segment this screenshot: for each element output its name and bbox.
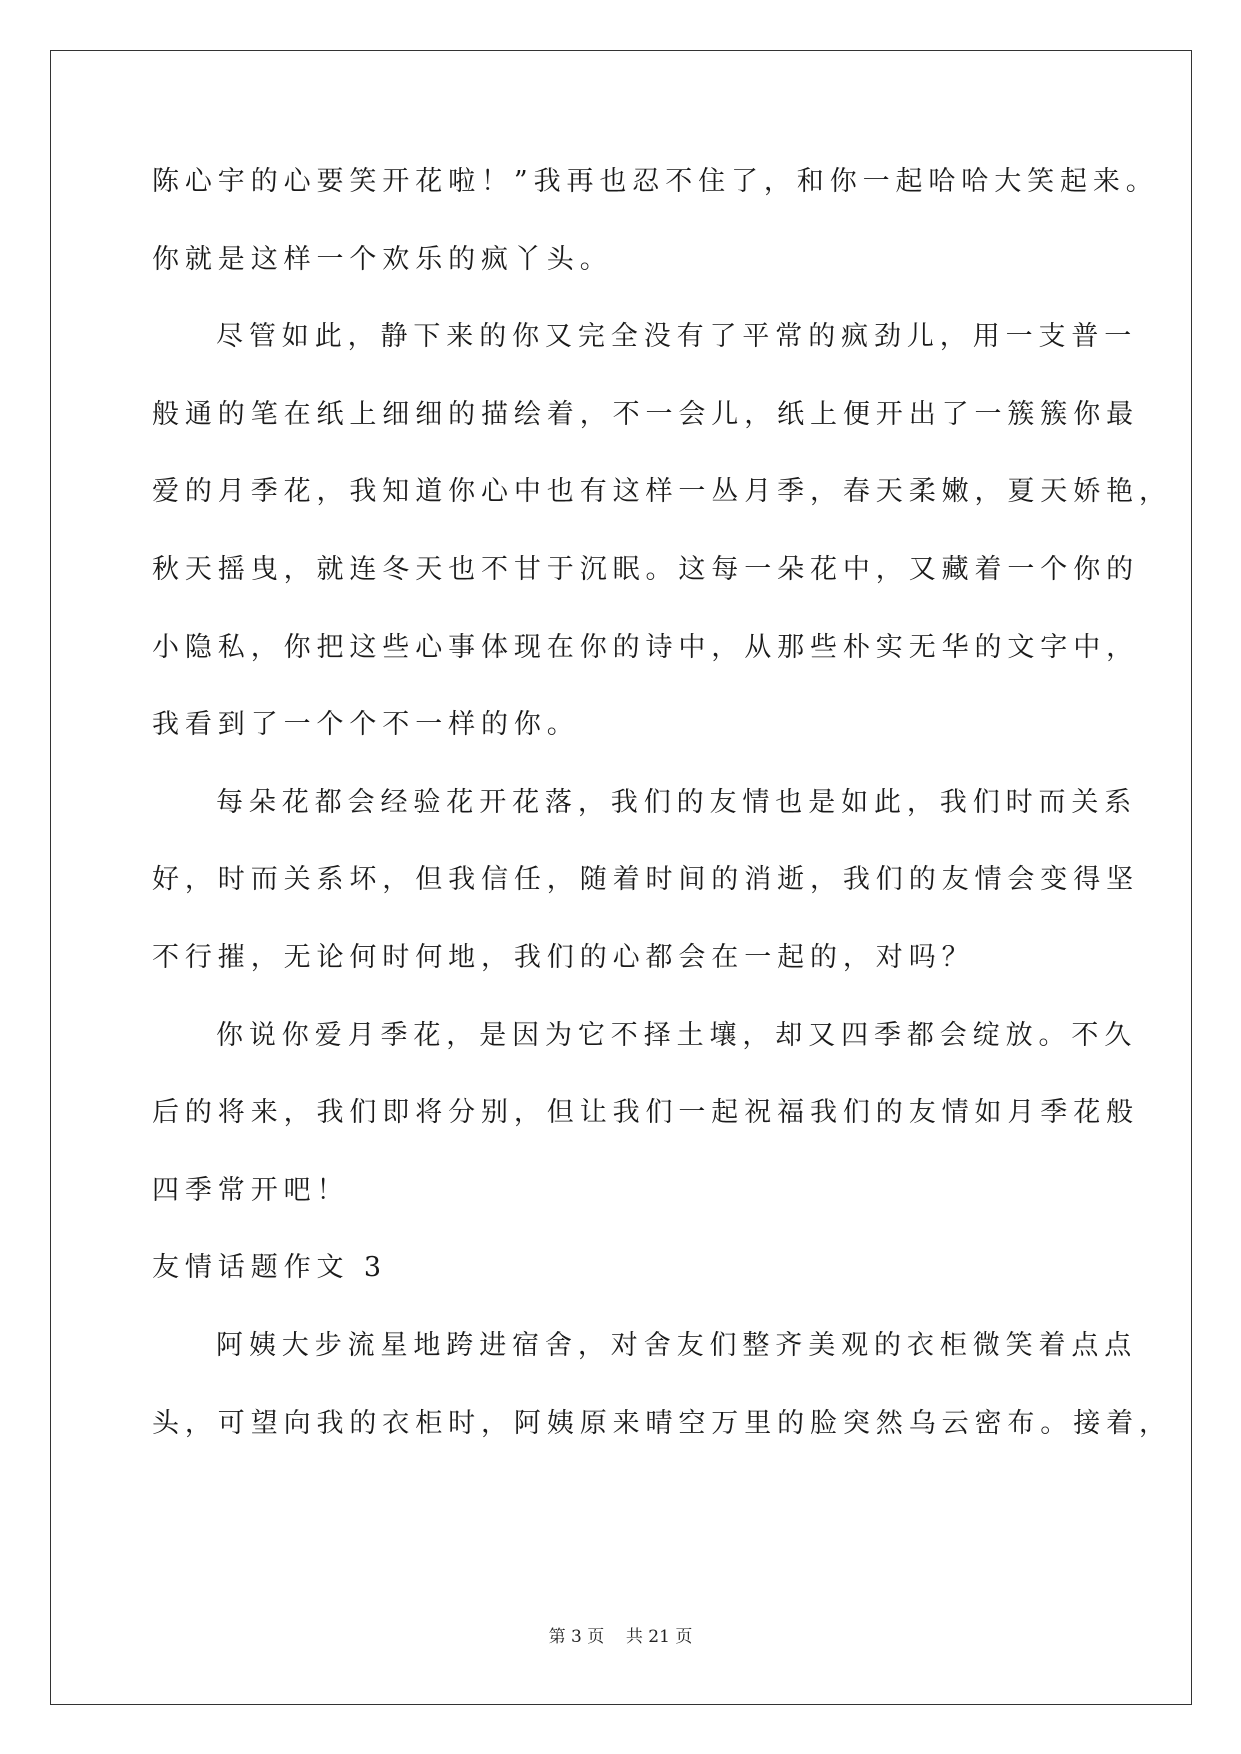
text-line: 小隐私，你把这些心事体现在你的诗中，从那些朴实无华的文字中，	[152, 631, 1139, 663]
text-line: 爱的月季花，我知道你心中也有这样一丛月季，春天柔嫩，夏天娇艳，	[152, 476, 1172, 508]
text-line: 每朵花都会经验花开花落，我们的友情也是如此，我们时而关系	[216, 786, 1138, 818]
text-line: 你说你爱月季花，是因为它不择土壤，却又四季都会绽放。不久	[216, 1019, 1138, 1051]
text-line: 阿姨大步流星地跨进宿舍，对舍友们整齐美观的衣柜微笑着点点	[216, 1330, 1138, 1361]
text-line: 你就是这样一个欢乐的疯丫头。	[152, 243, 613, 275]
text-line: 好，时而关系坏，但我信任，随着时间的消逝，我们的友情会变得坚	[152, 864, 1139, 896]
section-heading: 友情话题作文 3	[152, 1252, 387, 1284]
text-line: 四季常开吧！	[152, 1174, 350, 1206]
text-line: 般通的笔在纸上细细的描绘着，不一会儿，纸上便开出了一簇簇你最	[152, 398, 1139, 430]
text-line: 秋天摇曳，就连冬天也不甘于沉眠。这每一朵花中，又藏着一个你的	[152, 554, 1139, 585]
text-line: 我看到了一个个不一样的你。	[152, 709, 580, 741]
text-line: 不行摧，无论何时何地，我们的心都会在一起的，对吗？	[152, 942, 975, 973]
page-number-footer: 第 3 页 共 21 页	[548, 1627, 693, 1647]
text-line: 后的将来，我们即将分别，但让我们一起祝福我们的友情如月季花般	[152, 1097, 1139, 1129]
text-line: 陈心宇的心要笑开花啦！”我再也忍不住了，和你一起哈哈大笑起来。	[152, 166, 1159, 197]
text-line: 尽管如此，静下来的你又完全没有了平常的疯劲儿，用一支普一	[216, 321, 1138, 353]
text-line: 头，可望向我的衣柜时，阿姨原来晴空万里的脸突然乌云密布。接着，	[152, 1407, 1172, 1439]
